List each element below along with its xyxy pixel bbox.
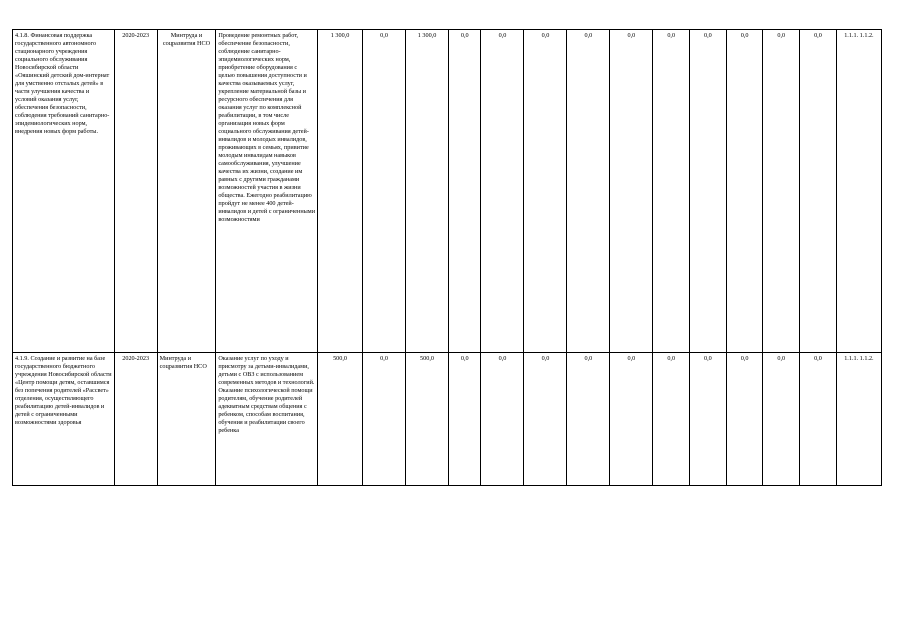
table-row: [13, 353, 882, 486]
value-cell: 500,0: [406, 353, 449, 486]
value-cell: 0,0: [524, 30, 567, 353]
indicator-refs-cell: 1.1.1. 1.1.2.: [836, 353, 881, 486]
value-cell: 0,0: [363, 30, 406, 353]
value-cell: 0,0: [567, 30, 610, 353]
executor-cell: Минтруда и соцразвития НСО: [157, 30, 216, 353]
executor-cell: Минтруда и соцразвития НСО: [157, 353, 216, 486]
expected-result-cell: Оказание услуг по уходу и присмотру за детьми-инвалидами, детьми с ОВЗ с использованием современных методов и технологий. Оказание психологической помощи родителям, обучение родителей адекватным средствам общения с ребенком, способам воспитания, обучения и реабилитации своего ребенка: [216, 353, 318, 486]
value-cell: 0,0: [726, 30, 763, 353]
measures-table: [12, 29, 882, 486]
total-cell: 500,0: [318, 353, 363, 486]
value-cell: 0,0: [726, 353, 763, 486]
value-cell: 0,0: [610, 353, 653, 486]
value-cell: 0,0: [800, 30, 837, 353]
value-cell: 0,0: [481, 30, 524, 353]
value-cell: 0,0: [567, 353, 610, 486]
value-cell: 0,0: [524, 353, 567, 486]
table-row: [13, 30, 882, 353]
value-cell: 0,0: [653, 353, 690, 486]
value-cell: 0,0: [449, 30, 481, 353]
period-cell: 2020-2023: [114, 30, 157, 353]
value-cell: 0,0: [763, 30, 800, 353]
value-cell: 0,0: [800, 353, 837, 486]
value-cell: 0,0: [653, 30, 690, 353]
value-cell: 0,0: [481, 353, 524, 486]
expected-result-cell: Проведение ремонтных работ, обеспечение безопасности, соблюдение санитарно-эпидемиологических норм, приобретение оборудования с целью повышения доступности и качества оказываемых услуг, укрепление материальной базы и ресурсного обеспечения для оказания услуг по комплексной реабилитации, в том числе организация новых форм социального обслуживания детей-инвалидов и молодых инвалидов, проживающих в семьях, привитие молодым инвалидам навыков самообслуживания, улучшение качества их жизни, создание им равных с другими гражданами возможностей участия в жизни общества. Ежегодно реабилитацию пройдут не менее 400 детей-инвалидов и детей с ограниченными возможностями: [216, 30, 318, 353]
value-cell: 0,0: [690, 353, 727, 486]
indicator-refs-cell: 1.1.1. 1.1.2.: [836, 30, 881, 353]
total-cell: 1 300,0: [318, 30, 363, 353]
value-cell: 0,0: [363, 353, 406, 486]
measure-name-cell: 4.1.8. Финансовая поддержка государственного автономного стационарного учреждения социального обслуживания Новосибирской области «Ояшинский детский дом-интернат для умственно отсталых детей» в части улучшения качества и условий оказания услуг, обеспечения безопасности, соблюдения требований санитарно-эпидемиологических норм, внедрения новых форм работы.: [13, 30, 115, 353]
measure-name-cell: 4.1.9. Создание и развитие на базе государственного бюджетного учреждения Новосибирской области «Центр помощи детям, оставшимся без попечения родителей «Рассвет» отделения, осуществляющего реабилитацию детей-инвалидов и детей с ограниченными возможностями здоровья: [13, 353, 115, 486]
value-cell: 0,0: [610, 30, 653, 353]
period-cell: 2020-2023: [114, 353, 157, 486]
value-cell: 0,0: [763, 353, 800, 486]
value-cell: 1 300,0: [406, 30, 449, 353]
value-cell: 0,0: [690, 30, 727, 353]
value-cell: 0,0: [449, 353, 481, 486]
